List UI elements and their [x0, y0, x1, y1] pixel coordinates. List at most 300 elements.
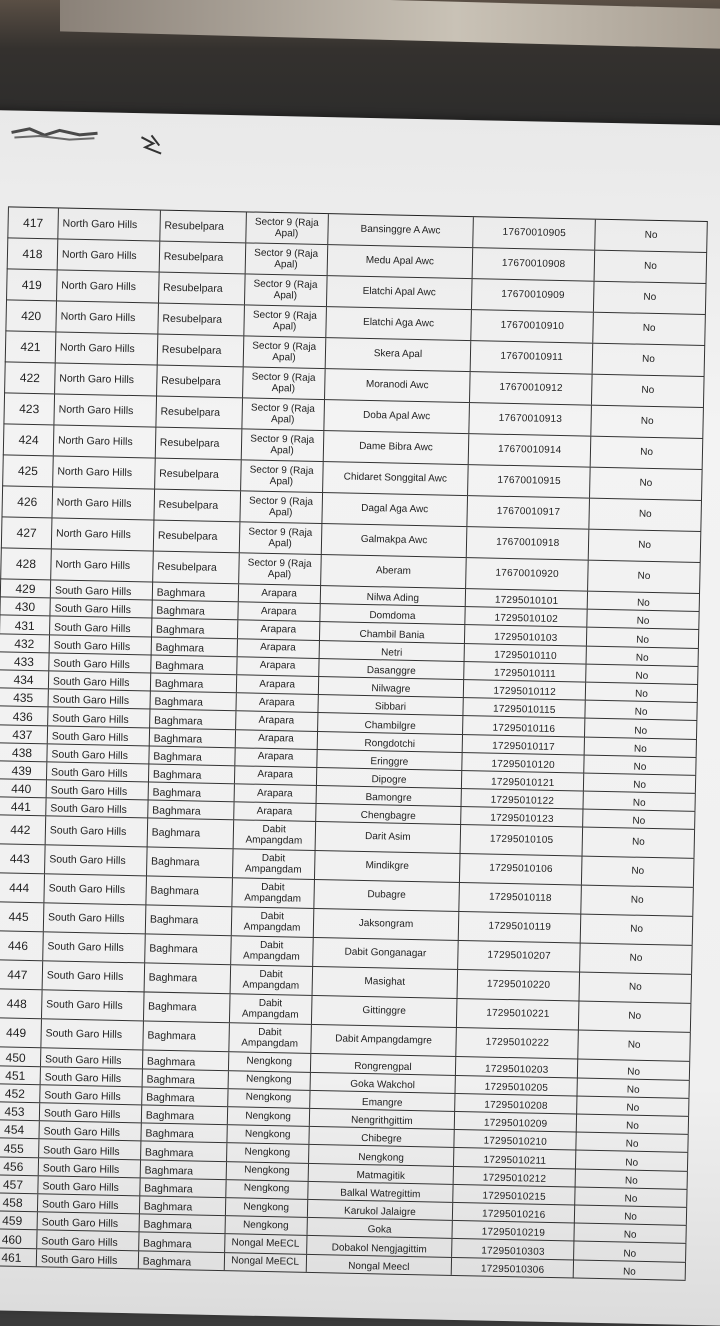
status-cell: No [587, 646, 699, 666]
status-cell: No [575, 1205, 687, 1225]
row-number: 434 [0, 670, 49, 688]
row-number: 431 [0, 616, 50, 634]
centre-name-cell: Elatchi Apal Awc [327, 276, 473, 309]
block-cell: Baghmara [142, 1069, 228, 1088]
status-cell: No [578, 1060, 690, 1080]
ink-scribble [9, 122, 99, 144]
block-cell: Baghmara [139, 1215, 225, 1234]
sector-cell: Nengkong [225, 1216, 307, 1235]
block-cell: Resubelpara [160, 211, 246, 243]
sector-cell: Arapara [237, 657, 319, 676]
document-page [0, 110, 720, 1326]
centre-name-cell: Emangre [310, 1091, 456, 1111]
sector-cell: Nongal MeECL [224, 1253, 306, 1272]
sector-cell: Nengkong [226, 1198, 308, 1217]
row-number: 436 [0, 707, 48, 725]
status-cell: No [575, 1224, 687, 1244]
row-number: 457 [0, 1175, 39, 1193]
centre-name-cell: Sibbari [318, 695, 464, 715]
block-cell: Baghmara [148, 801, 234, 820]
district-cell: South Garo Hills [40, 1085, 142, 1104]
row-number: 448 [0, 990, 43, 1019]
status-cell: No [593, 313, 705, 345]
district-cell: South Garo Hills [44, 875, 146, 905]
status-cell: No [585, 719, 697, 739]
row-number: 455 [0, 1139, 39, 1157]
block-cell: Resubelpara [156, 397, 242, 429]
district-cell: South Garo Hills [50, 635, 152, 654]
row-number: 449 [0, 1019, 42, 1048]
sector-cell: Sector 9 (Raja Apal) [245, 243, 328, 275]
centre-code-cell: 17295010115 [464, 698, 586, 718]
status-cell: No [580, 973, 692, 1003]
centre-name-cell: Nilwa Ading [320, 586, 466, 606]
sector-cell: Nongal MeECL [225, 1234, 307, 1253]
sector-cell: Nengkong [227, 1144, 309, 1163]
centre-name-cell: Chambilgre [318, 713, 464, 733]
district-cell: South Garo Hills [51, 580, 153, 599]
block-cell: Resubelpara [159, 273, 245, 305]
centre-name-cell: Chambil Bania [320, 622, 466, 642]
district-cell: North Garo Hills [56, 301, 158, 333]
row-number: 417 [8, 207, 59, 238]
centre-name-cell: Dabit Gonganagar [313, 938, 459, 969]
centre-name-cell: Mindikgre [315, 851, 461, 882]
block-cell: Baghmara [148, 783, 234, 802]
centre-name-cell: Dabit Ampangdamgre [311, 1025, 457, 1056]
centre-name-cell: Elatchi Aga Awc [326, 307, 472, 340]
centre-code-cell: 17295010118 [460, 883, 582, 914]
centre-code-cell: 17670010909 [472, 279, 594, 312]
background-object [60, 0, 720, 49]
block-cell: Resubelpara [154, 490, 240, 522]
centre-name-cell: Dasanggre [319, 659, 465, 679]
row-number: 451 [0, 1066, 41, 1084]
centre-code-cell: 17670010918 [467, 527, 589, 560]
sector-cell: Arapara [238, 584, 320, 603]
district-cell: South Garo Hills [48, 726, 150, 745]
centre-code-cell: 17295010222 [457, 1028, 579, 1059]
row-number: 456 [0, 1157, 39, 1175]
district-cell: South Garo Hills [48, 708, 150, 727]
centre-code-cell: 17295010103 [465, 625, 587, 645]
sector-cell: Sector 9 (Raja Apal) [239, 553, 322, 585]
centre-code-cell: 17670010920 [466, 558, 588, 591]
row-number: 437 [0, 725, 48, 743]
district-cell: South Garo Hills [50, 599, 152, 618]
sector-cell: Arapara [235, 748, 317, 767]
centre-name-cell: Netri [319, 641, 465, 661]
district-cell: North Garo Hills [54, 394, 156, 426]
row-number: 427 [2, 517, 53, 548]
block-cell: Baghmara [149, 746, 235, 765]
district-cell: South Garo Hills [46, 799, 148, 818]
block-cell: Resubelpara [157, 366, 243, 398]
centre-code-cell: 17295010112 [464, 680, 586, 700]
centre-name-cell: Medu Apal Awc [327, 245, 473, 278]
centre-code-cell: 17295010220 [458, 970, 580, 1001]
status-cell: No [588, 592, 700, 612]
block-cell: Resubelpara [158, 304, 244, 336]
sector-cell: Sector 9 (Raja Apal) [242, 398, 325, 430]
centre-code-cell: 17670010917 [468, 496, 590, 529]
centre-name-cell: Bansinggre A Awc [328, 214, 474, 247]
sector-cell: Nengkong [227, 1125, 309, 1144]
status-cell: No [575, 1187, 687, 1207]
sector-cell: Arapara [237, 639, 319, 658]
centre-code-cell: 17295010119 [459, 912, 581, 943]
centre-code-cell: 17295010111 [465, 662, 587, 682]
row-number: 418 [8, 238, 59, 269]
status-cell: No [577, 1133, 689, 1153]
row-number: 461 [0, 1248, 37, 1266]
row-number: 446 [0, 932, 44, 961]
status-cell: No [581, 915, 693, 945]
sector-cell: Nengkong [226, 1162, 308, 1181]
block-cell: Resubelpara [155, 459, 241, 491]
centre-name-cell: Aberam [321, 555, 467, 588]
centre-code-cell: 17295010116 [463, 716, 585, 736]
status-cell: No [580, 944, 692, 974]
district-cell: South Garo Hills [46, 817, 148, 847]
row-number: 423 [4, 393, 55, 424]
block-cell: Baghmara [147, 848, 233, 878]
row-number: 433 [0, 652, 50, 670]
district-cell: South Garo Hills [48, 689, 150, 708]
status-cell: No [579, 1002, 691, 1032]
centre-name-cell: Chidaret Songgital Awc [323, 462, 469, 495]
centre-code-cell: 17295010207 [458, 941, 580, 972]
block-cell: Resubelpara [154, 521, 240, 553]
district-cell: South Garo Hills [47, 744, 149, 763]
row-number: 419 [7, 269, 58, 300]
centre-code-cell: 17670010915 [468, 465, 590, 498]
sector-cell: Arapara [235, 730, 317, 749]
sector-cell: Nengkong [227, 1107, 309, 1126]
centre-code-cell: 17670010913 [470, 403, 592, 436]
sector-cell: Dabit Ampangdam [230, 966, 312, 996]
district-cell: North Garo Hills [58, 208, 160, 240]
block-cell: Baghmara [151, 637, 237, 656]
row-number: 444 [0, 874, 45, 903]
centre-code-cell: 17295010120 [463, 753, 585, 773]
centre-name-cell: Rongdotchi [317, 731, 463, 751]
data-table [0, 206, 708, 1280]
block-cell: Baghmara [151, 673, 237, 692]
block-cell: Baghmara [152, 601, 238, 620]
row-number: 435 [0, 688, 49, 706]
district-cell: North Garo Hills [51, 549, 153, 581]
status-cell: No [586, 683, 698, 703]
row-number: 447 [0, 961, 43, 990]
sector-cell: Arapara [234, 784, 316, 803]
sector-cell: Sector 9 (Raja Apal) [243, 336, 326, 368]
block-cell: Baghmara [140, 1196, 226, 1215]
district-cell: South Garo Hills [44, 904, 146, 934]
centre-name-cell: Goka [307, 1218, 453, 1238]
centre-code-cell: 17295010102 [466, 607, 588, 627]
status-cell: No [584, 792, 696, 812]
centre-code-cell: 17670010905 [474, 217, 596, 250]
block-cell: Baghmara [139, 1251, 225, 1270]
block-cell: Baghmara [141, 1124, 227, 1143]
status-cell: No [592, 375, 704, 407]
centre-code-cell: 17295010208 [455, 1094, 577, 1114]
district-cell: North Garo Hills [53, 456, 155, 488]
sector-cell: Dabit Ampangdam [232, 879, 314, 909]
status-cell: No [584, 773, 696, 793]
block-cell: Baghmara [152, 619, 238, 638]
row-number: 421 [6, 331, 57, 362]
block-cell: Baghmara [142, 1105, 228, 1124]
centre-name-cell: Rongrengpal [310, 1054, 456, 1074]
row-number: 460 [0, 1230, 37, 1248]
district-cell: North Garo Hills [58, 239, 160, 271]
district-cell: North Garo Hills [52, 518, 154, 550]
centre-name-cell: Galmakpa Awc [321, 524, 467, 557]
district-cell: South Garo Hills [43, 933, 145, 963]
sector-cell: Arapara [237, 675, 319, 694]
sector-cell: Nengkong [226, 1180, 308, 1199]
district-cell: South Garo Hills [47, 780, 149, 799]
status-cell: No [590, 468, 702, 500]
status-cell: No [576, 1151, 688, 1171]
block-cell: Baghmara [147, 819, 233, 849]
centre-code-cell: 17670010911 [471, 341, 593, 374]
sector-cell: Arapara [238, 602, 320, 621]
sector-cell: Sector 9 (Raja Apal) [241, 429, 324, 461]
centre-code-cell: 17670010910 [472, 310, 594, 343]
district-cell: South Garo Hills [43, 962, 145, 992]
centre-code-cell: 17295010306 [452, 1257, 574, 1277]
centre-code-cell: 17295010216 [453, 1203, 575, 1223]
block-cell: Baghmara [151, 655, 237, 674]
block-cell: Baghmara [145, 935, 231, 965]
centre-code-cell: 17295010117 [463, 735, 585, 755]
district-cell: North Garo Hills [52, 487, 154, 519]
status-cell: No [595, 251, 707, 283]
status-cell: No [577, 1115, 689, 1135]
centre-name-cell: Nengrithgittim [309, 1109, 455, 1129]
block-cell: Baghmara [150, 728, 236, 747]
status-cell: No [591, 406, 703, 438]
district-cell: South Garo Hills [41, 1067, 143, 1086]
centre-code-cell: 17295010219 [453, 1221, 575, 1241]
sector-cell: Dabit Ampangdam [231, 937, 313, 967]
row-number: 438 [0, 743, 48, 761]
sector-cell: Arapara [236, 693, 318, 712]
block-cell: Baghmara [150, 692, 236, 711]
row-number: 432 [0, 634, 50, 652]
status-cell: No [581, 886, 693, 916]
centre-name-cell: Darit Asim [315, 822, 461, 853]
district-cell: North Garo Hills [54, 425, 156, 457]
status-cell: No [587, 628, 699, 648]
sector-cell: Dabit Ampangdam [229, 1024, 311, 1054]
sector-cell: Nengkong [228, 1089, 310, 1108]
row-number: 424 [4, 424, 55, 455]
block-cell: Baghmara [146, 906, 232, 936]
row-number: 426 [2, 486, 53, 517]
district-cell: South Garo Hills [49, 653, 151, 672]
sector-cell: Sector 9 (Raja Apal) [243, 367, 326, 399]
status-cell: No [583, 828, 695, 858]
district-cell: South Garo Hills [50, 617, 152, 636]
district-cell: South Garo Hills [38, 1194, 140, 1213]
ink-mark [139, 133, 169, 158]
centre-code-cell: 17295010211 [454, 1148, 576, 1168]
row-number: 425 [3, 455, 54, 486]
district-cell: South Garo Hills [37, 1231, 139, 1250]
centre-name-cell: Chibegre [309, 1127, 455, 1147]
block-cell: Baghmara [144, 993, 230, 1023]
centre-name-cell: Goka Wakchol [310, 1073, 456, 1093]
block-cell: Baghmara [141, 1142, 227, 1161]
block-cell: Baghmara [146, 877, 232, 907]
centre-name-cell: Chengbagre [316, 804, 462, 824]
row-number: 430 [0, 598, 50, 616]
centre-name-cell: Eringgre [317, 750, 463, 770]
centre-code-cell: 17295010215 [454, 1185, 576, 1205]
status-cell: No [588, 561, 700, 593]
centre-name-cell: Dubagre [314, 880, 460, 911]
row-number: 429 [1, 579, 51, 597]
status-cell: No [595, 220, 707, 252]
status-cell: No [584, 755, 696, 775]
centre-name-cell: Dagal Aga Awc [322, 493, 468, 526]
sector-cell: Arapara [235, 766, 317, 785]
status-cell: No [577, 1096, 689, 1116]
centre-name-cell: Doba Apal Awc [324, 400, 470, 433]
centre-code-cell: 17295010212 [454, 1167, 576, 1187]
status-cell: No [586, 701, 698, 721]
status-cell: No [586, 664, 698, 684]
block-cell: Resubelpara [159, 242, 245, 274]
row-number: 454 [0, 1120, 40, 1138]
sector-cell: Arapara [238, 621, 320, 640]
centre-code-cell: 17670010908 [473, 248, 595, 281]
centre-name-cell: Masighat [312, 967, 458, 998]
block-cell: Baghmara [139, 1233, 225, 1252]
status-cell: No [576, 1169, 688, 1189]
sector-cell: Dabit Ampangdam [233, 850, 315, 880]
row-number: 458 [0, 1193, 38, 1211]
centre-code-cell: 17295010110 [465, 644, 587, 664]
sector-cell: Dabit Ampangdam [233, 821, 315, 851]
row-number: 422 [5, 362, 56, 393]
district-cell: North Garo Hills [55, 363, 157, 395]
row-number: 439 [0, 761, 47, 779]
row-number: 428 [1, 548, 52, 579]
district-cell: South Garo Hills [40, 1103, 142, 1122]
sector-cell: Sector 9 (Raja Apal) [240, 491, 323, 523]
centre-name-cell: Dobakol Nengjagittim [307, 1236, 453, 1256]
row-number: 420 [6, 300, 57, 331]
centre-name-cell: Nilwagre [318, 677, 464, 697]
row-number: 441 [0, 798, 47, 816]
centre-name-cell: Dame Bibra Awc [323, 431, 469, 464]
centre-code-cell: 17295010203 [456, 1057, 578, 1077]
district-cell: South Garo Hills [39, 1158, 141, 1177]
status-cell: No [582, 857, 694, 887]
status-cell: No [594, 282, 706, 314]
row-number: 459 [0, 1211, 38, 1229]
centre-name-cell: Karukol Jalaigre [307, 1200, 453, 1220]
status-cell: No [574, 1242, 686, 1262]
block-cell: Baghmara [142, 1087, 228, 1106]
status-cell: No [585, 737, 697, 757]
block-cell: Baghmara [144, 964, 230, 994]
centre-name-cell: Bamongre [316, 786, 462, 806]
centre-name-cell: Dipogre [316, 768, 462, 788]
row-number: 440 [0, 779, 47, 797]
row-number: 445 [0, 903, 44, 932]
centre-code-cell: 17295010121 [462, 771, 584, 791]
block-cell: Resubelpara [153, 552, 239, 584]
district-cell: South Garo Hills [42, 991, 144, 1021]
sector-cell: Sector 9 (Raja Apal) [246, 212, 329, 244]
district-cell: South Garo Hills [49, 671, 151, 690]
block-cell: Baghmara [143, 1022, 229, 1052]
row-number: 443 [0, 845, 46, 874]
district-cell: South Garo Hills [38, 1176, 140, 1195]
centre-code-cell: 17670010914 [469, 434, 591, 467]
district-cell: South Garo Hills [39, 1140, 141, 1159]
status-cell: No [574, 1260, 686, 1280]
centre-name-cell: Gittinggre [311, 996, 457, 1027]
centre-code-cell: 17295010123 [461, 807, 583, 827]
district-cell: South Garo Hills [41, 1020, 143, 1050]
sector-cell: Sector 9 (Raja Apal) [241, 460, 324, 492]
centre-code-cell: 17670010912 [470, 372, 592, 405]
centre-code-cell: 17295010303 [452, 1239, 574, 1259]
row-number: 453 [0, 1102, 40, 1120]
status-cell: No [587, 610, 699, 630]
sector-cell: Sector 9 (Raja Apal) [239, 522, 322, 554]
centre-code-cell: 17295010210 [455, 1130, 577, 1150]
sector-cell: Dabit Ampangdam [231, 908, 313, 938]
district-cell: North Garo Hills [57, 270, 159, 302]
block-cell: Baghmara [140, 1160, 226, 1179]
sector-cell: Sector 9 (Raja Apal) [245, 274, 328, 306]
status-cell: No [578, 1031, 690, 1061]
district-cell: South Garo Hills [41, 1049, 143, 1068]
block-cell: Baghmara [140, 1178, 226, 1197]
status-cell: No [578, 1078, 690, 1098]
centre-code-cell: 17295010106 [460, 854, 582, 885]
centre-code-cell: 17295010209 [455, 1112, 577, 1132]
block-cell: Baghmara [153, 583, 239, 602]
district-cell: South Garo Hills [37, 1249, 139, 1268]
sector-cell: Nengkong [228, 1071, 310, 1090]
district-cell: North Garo Hills [56, 332, 158, 364]
status-cell: No [583, 810, 695, 830]
centre-name-cell: Nongal Meecl [306, 1254, 452, 1274]
sector-cell: Arapara [234, 803, 316, 822]
centre-name-cell: Jaksongram [313, 909, 459, 940]
sector-cell: Sector 9 (Raja Apal) [244, 305, 327, 337]
centre-name-cell: Nengkong [309, 1145, 455, 1165]
row-number: 442 [0, 816, 46, 845]
status-cell: No [593, 344, 705, 376]
row-number: 452 [0, 1084, 41, 1102]
block-cell: Resubelpara [158, 335, 244, 367]
block-cell: Baghmara [150, 710, 236, 729]
status-cell: No [589, 530, 701, 562]
row-number: 450 [0, 1048, 41, 1066]
district-cell: South Garo Hills [39, 1121, 141, 1140]
centre-code-cell: 17295010105 [461, 825, 583, 856]
